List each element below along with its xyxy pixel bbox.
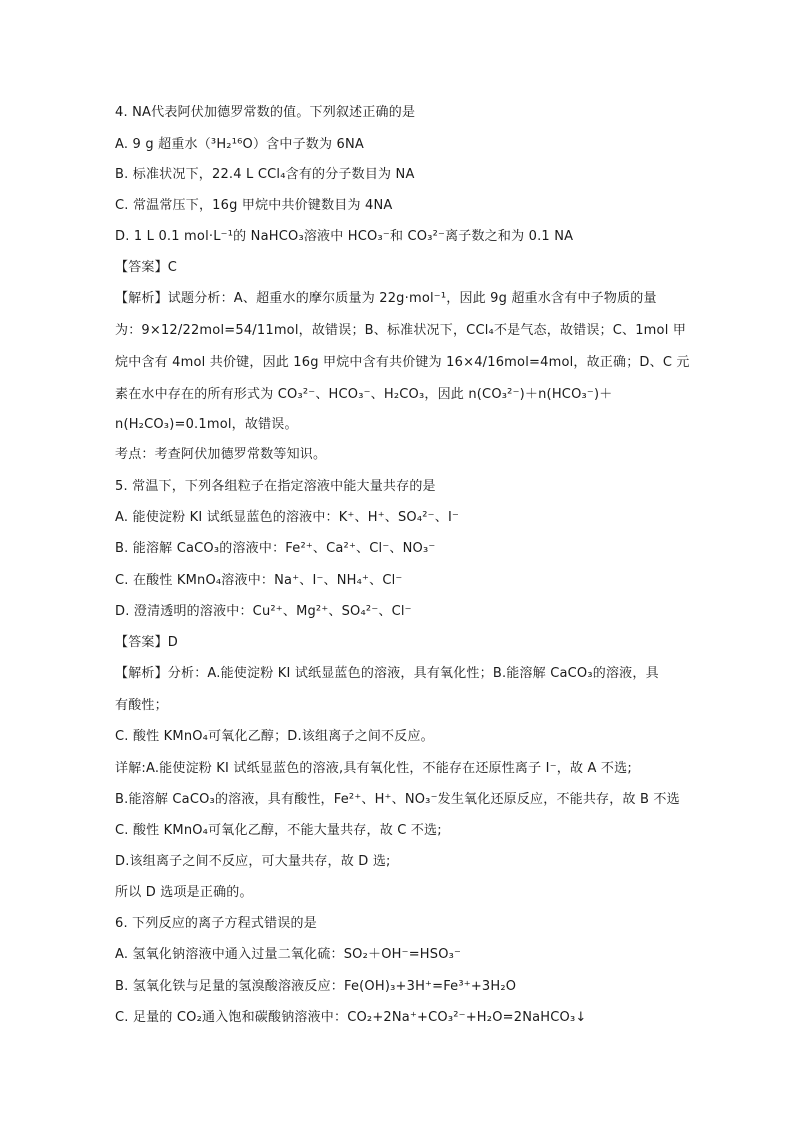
question-6-option-b: B. 氢氧化铁与足量的氢溴酸溶液反应：Fe(OH)₃+3H⁺=Fe³⁺+3H₂O [115,979,517,994]
question-4-exam-point: 考点：考查阿伏加德罗常数等知识。 [115,447,327,462]
question-5-answer: 【答案】D [115,635,179,650]
question-4-option-d: D. 1 L 0.1 mol·L⁻¹的 NaHCO₃溶液中 HCO₃⁻和 CO₃²⁻离子数之和为 0.1 NA [115,229,574,244]
question-5-detail-line: D.该组离子之间不反应，可大量共存，故 D 选; [115,854,391,869]
question-4-analysis-line: n(H₂CO₃)=0.1mol，故错误。 [115,417,298,432]
question-5-analysis-line: C. 酸性 KMnO₄可氧化乙醇；D.该组离子之间不反应。 [115,729,434,744]
question-5-option-b: B. 能溶解 CaCO₃的溶液中：Fe²⁺、Ca²⁺、Cl⁻、NO₃⁻ [115,541,436,556]
question-4-analysis-line: 烷中含有 4mol 共价键，因此 16g 甲烷中含有共价键为 16×4/16mol=4mol，故正确；D、C 元 [115,355,690,370]
question-4-stem: 4. NA代表阿伏加德罗常数的值。下列叙述正确的是 [115,105,416,120]
question-5-stem: 5. 常温下，下列各组粒子在指定溶液中能大量共存的是 [115,479,436,494]
question-4-option-a: A. 9 g 超重水（³H₂¹⁶O）含中子数为 6NA [115,137,364,152]
question-4-analysis-line: 为：9×12/22mol=54/11mol，故错误；B、标准状况下，CCl₄不是气态，故错误；C、1mol 甲 [115,323,687,338]
question-6-option-a: A. 氢氧化钠溶液中通入过量二氧化硫：SO₂＋OH⁻=HSO₃⁻ [115,947,462,962]
question-5-detail-line: C. 酸性 KMnO₄可氧化乙醇，不能大量共存，故 C 不选; [115,823,442,838]
question-6-option-c: C. 足量的 CO₂通入饱和碳酸钠溶液中：CO₂+2Na⁺+CO₃²⁻+H₂O=2NaHCO₃↓ [115,1010,587,1025]
question-6-stem: 6. 下列反应的离子方程式错误的是 [115,916,317,931]
question-5-analysis-line: 有酸性； [115,698,168,713]
question-5-option-d: D. 澄清透明的溶液中：Cu²⁺、Mg²⁺、SO₄²⁻、Cl⁻ [115,604,412,619]
question-5-option-c: C. 在酸性 KMnO₄溶液中：Na⁺、I⁻、NH₄⁺、Cl⁻ [115,573,403,588]
question-4-analysis-line: 【解析】试题分析：A、超重水的摩尔质量为 22g·mol⁻¹，因此 9g 超重水含有中子物质的量 [115,291,657,306]
question-5-analysis-line: 【解析】分析：A.能使淀粉 KI 试纸显蓝色的溶液，具有氧化性；B.能溶解 CaCO₃的溶液，具 [115,666,659,681]
question-4-answer: 【答案】C [115,260,178,275]
question-5-detail-line: B.能溶解 CaCO₃的溶液，具有酸性，Fe²⁺、H⁺、NO₃⁻发生氧化还原反应，不能共存，故 B 不选 [115,792,680,807]
question-4-analysis-line: 素在水中存在的所有形式为 CO₃²⁻、HCO₃⁻、H₂CO₃，因此 n(CO₃²⁻)＋n(HCO₃⁻)＋ [115,387,613,402]
question-5-detail-line: 详解:A.能使淀粉 KI 试纸显蓝色的溶液,具有氧化性，不能存在还原性离子 I⁻，故 A 不选; [115,761,632,776]
question-4-option-b: B. 标准状况下，22.4 L CCl₄含有的分子数目为 NA [115,167,415,182]
question-4-option-c: C. 常温常压下，16g 甲烷中共价键数目为 4NA [115,198,393,213]
question-5-conclusion: 所以 D 选项是正确的。 [115,885,253,900]
question-5-option-a: A. 能使淀粉 KI 试纸显蓝色的溶液中：K⁺、H⁺、SO₄²⁻、I⁻ [115,510,460,525]
